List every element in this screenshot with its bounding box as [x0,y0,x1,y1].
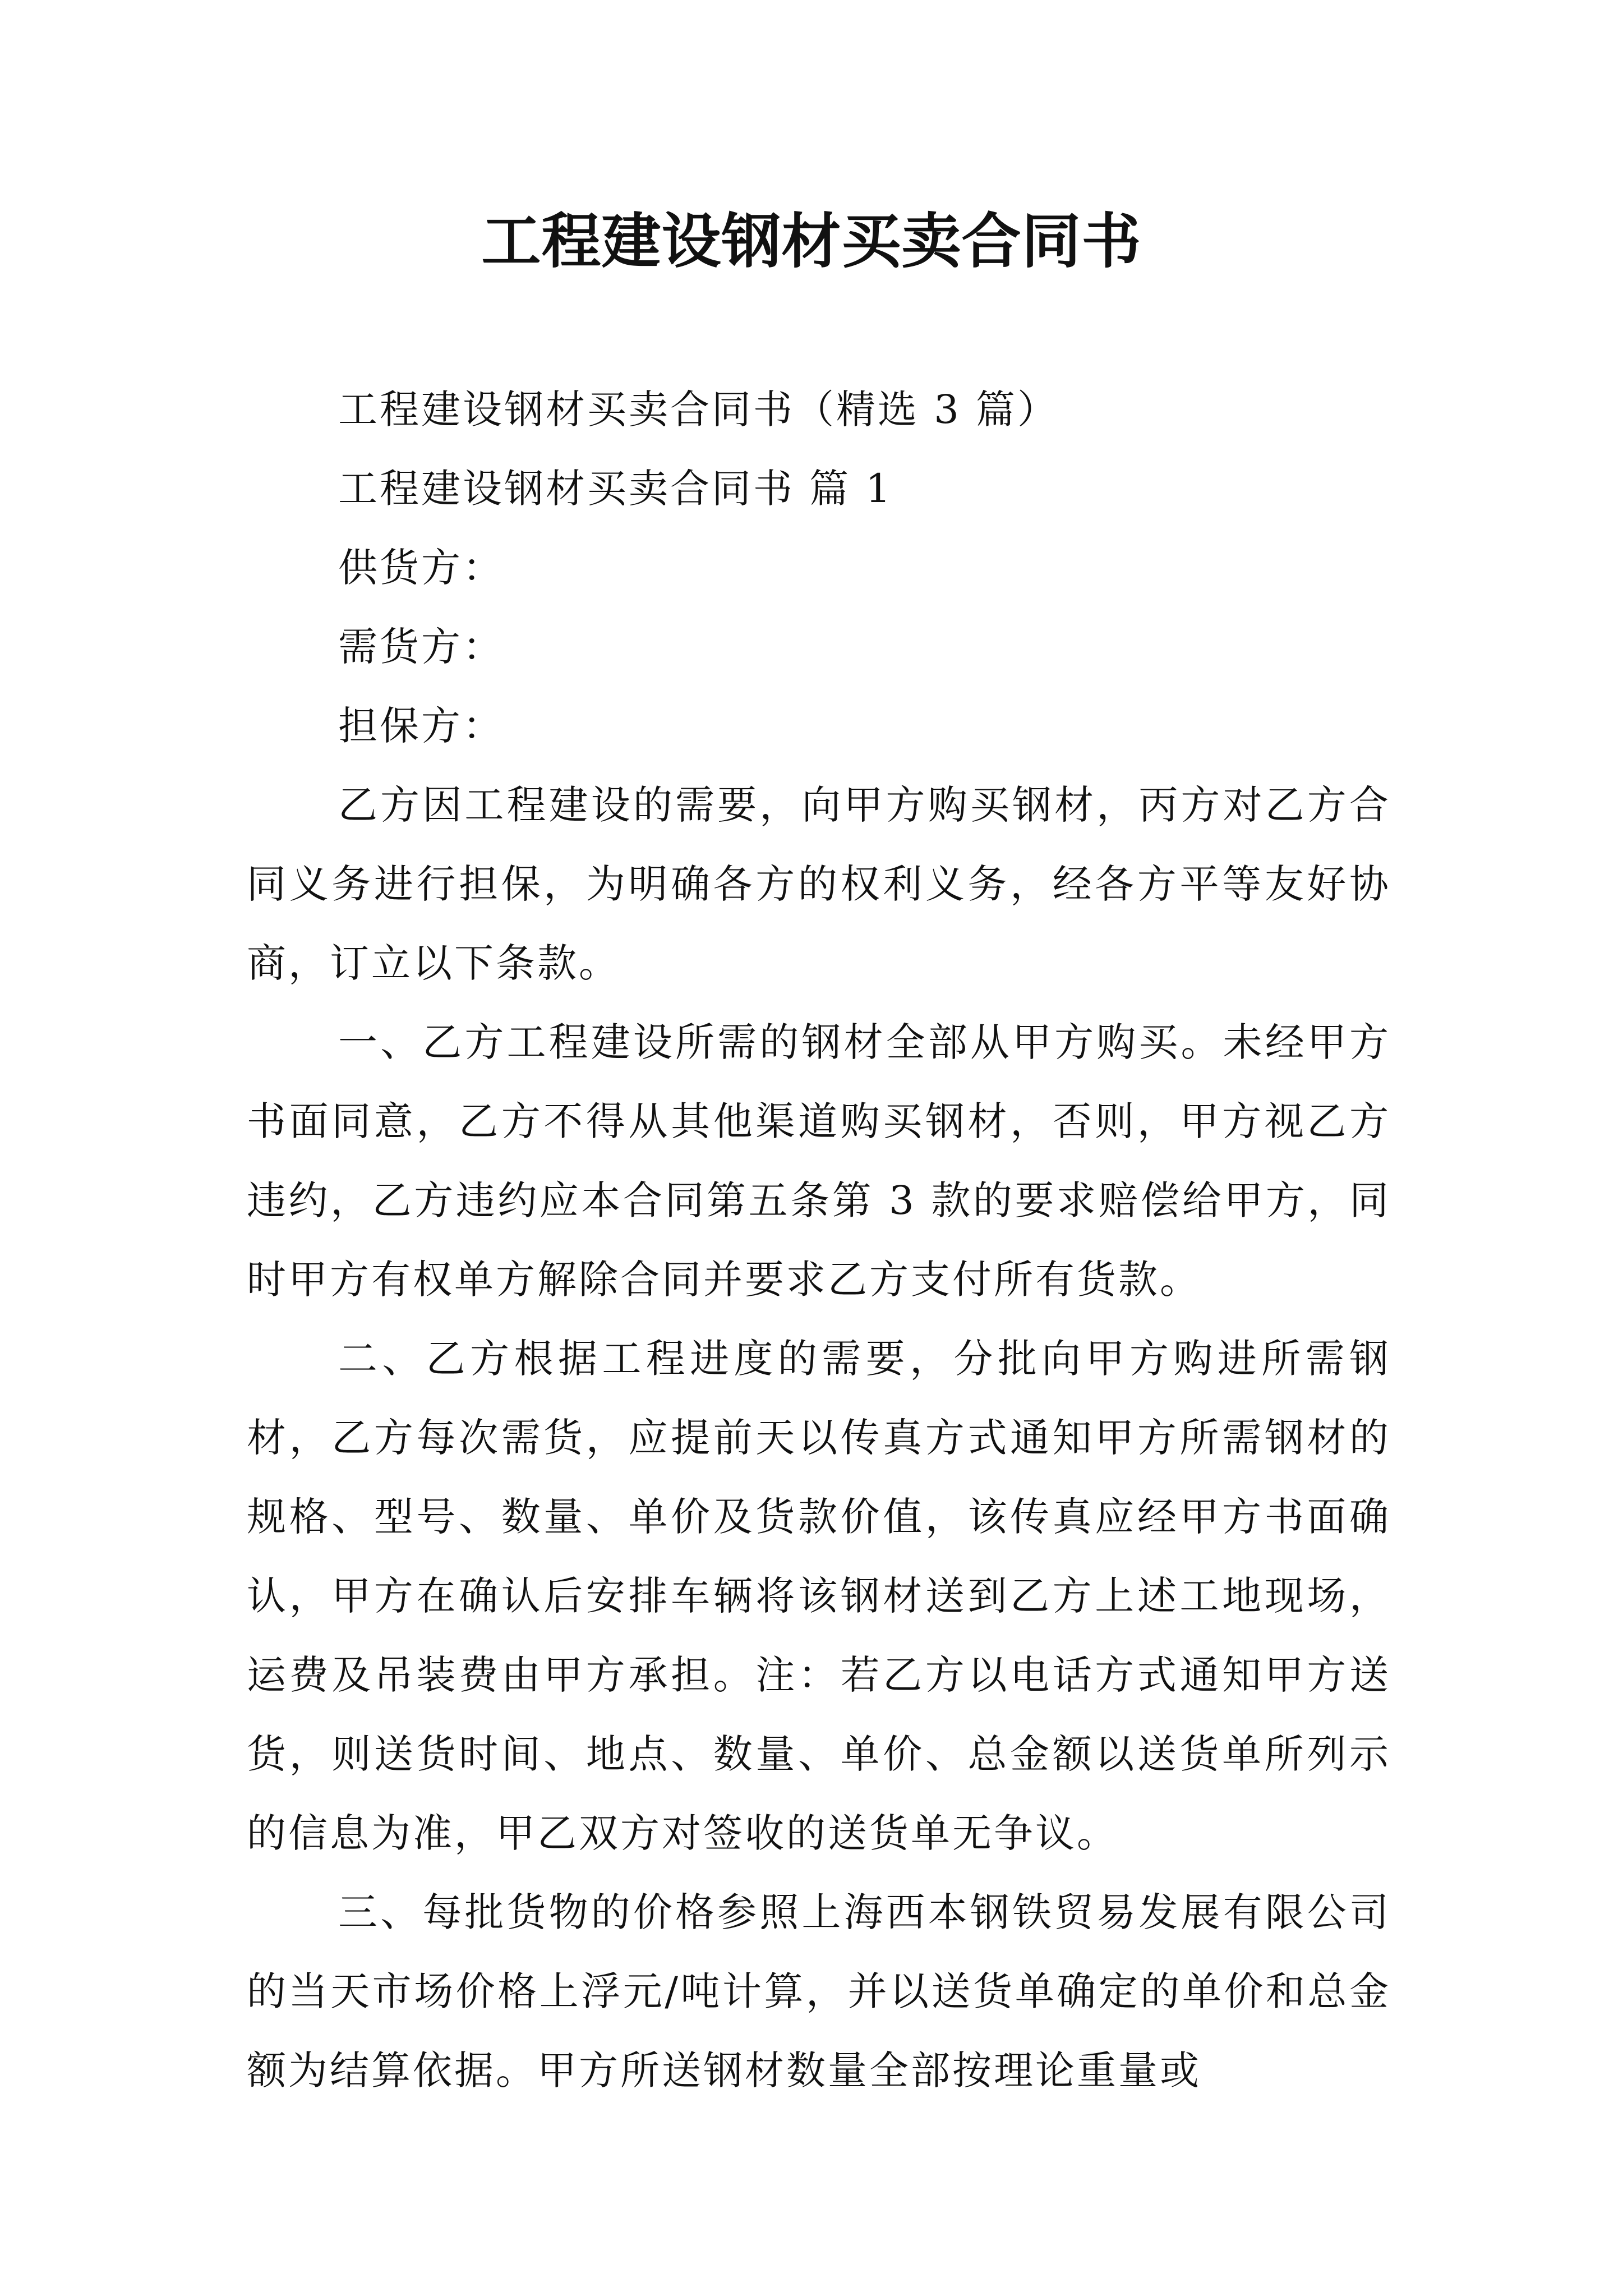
paragraph-clause-1: 一、乙方工程建设所需的钢材全部从甲方购买。未经甲方书面同意，乙方不得从其他渠道购买钢材，否则，甲方视乙方违约，乙方违约应本合同第五条第 3 款的要求赔偿给甲方，同时甲方有权单方解除合同并要求乙方支付所有货款。 [247,1019,1391,1303]
paragraph-preamble: 乙方因工程建设的需要，向甲方购买钢材，丙方对乙方合同义务进行担保，为明确各方的权利义务，经各方平等友好协商，订立以下条款。 [247,782,1391,986]
paragraph-subtitle: 工程建设钢材买卖合同书（精选 3 篇） [338,386,1059,432]
paragraph-buyer: 需货方： [338,624,504,670]
paragraph-section-heading: 工程建设钢材买卖合同书 篇 1 [338,466,893,512]
document-body [247,370,1391,2110]
paragraph-guarantor: 担保方： [338,703,504,749]
paragraph-clause-3: 三、每批货物的价格参照上海西本钢铁贸易发展有限公司的当天市场价格上浮元/吨计算，并以送货单确定的单价和总金额为结算依据。甲方所送钢材数量全部按理论重量或 [247,1889,1391,2093]
paragraph-clause-2: 二、乙方根据工程进度的需要，分批向甲方购进所需钢材，乙方每次需货，应提前天以传真方式通知甲方所需钢材的规格、型号、数量、单价及货款价值，该传真应经甲方书面确认，甲方在确认后安排车辆将该钢材送到乙方上述工地现场，运费及吊装费由甲方承担。注：若乙方以电话方式通知甲方送货，则送货时间、地点、数量、单价、总金额以送货单所列示的信息为准，甲乙双方对签收的送货单无争议。 [247,1336,1391,1856]
paragraph-supplier: 供货方： [338,545,504,591]
document-title: 工程建设钢材买卖合同书 [481,206,1142,276]
